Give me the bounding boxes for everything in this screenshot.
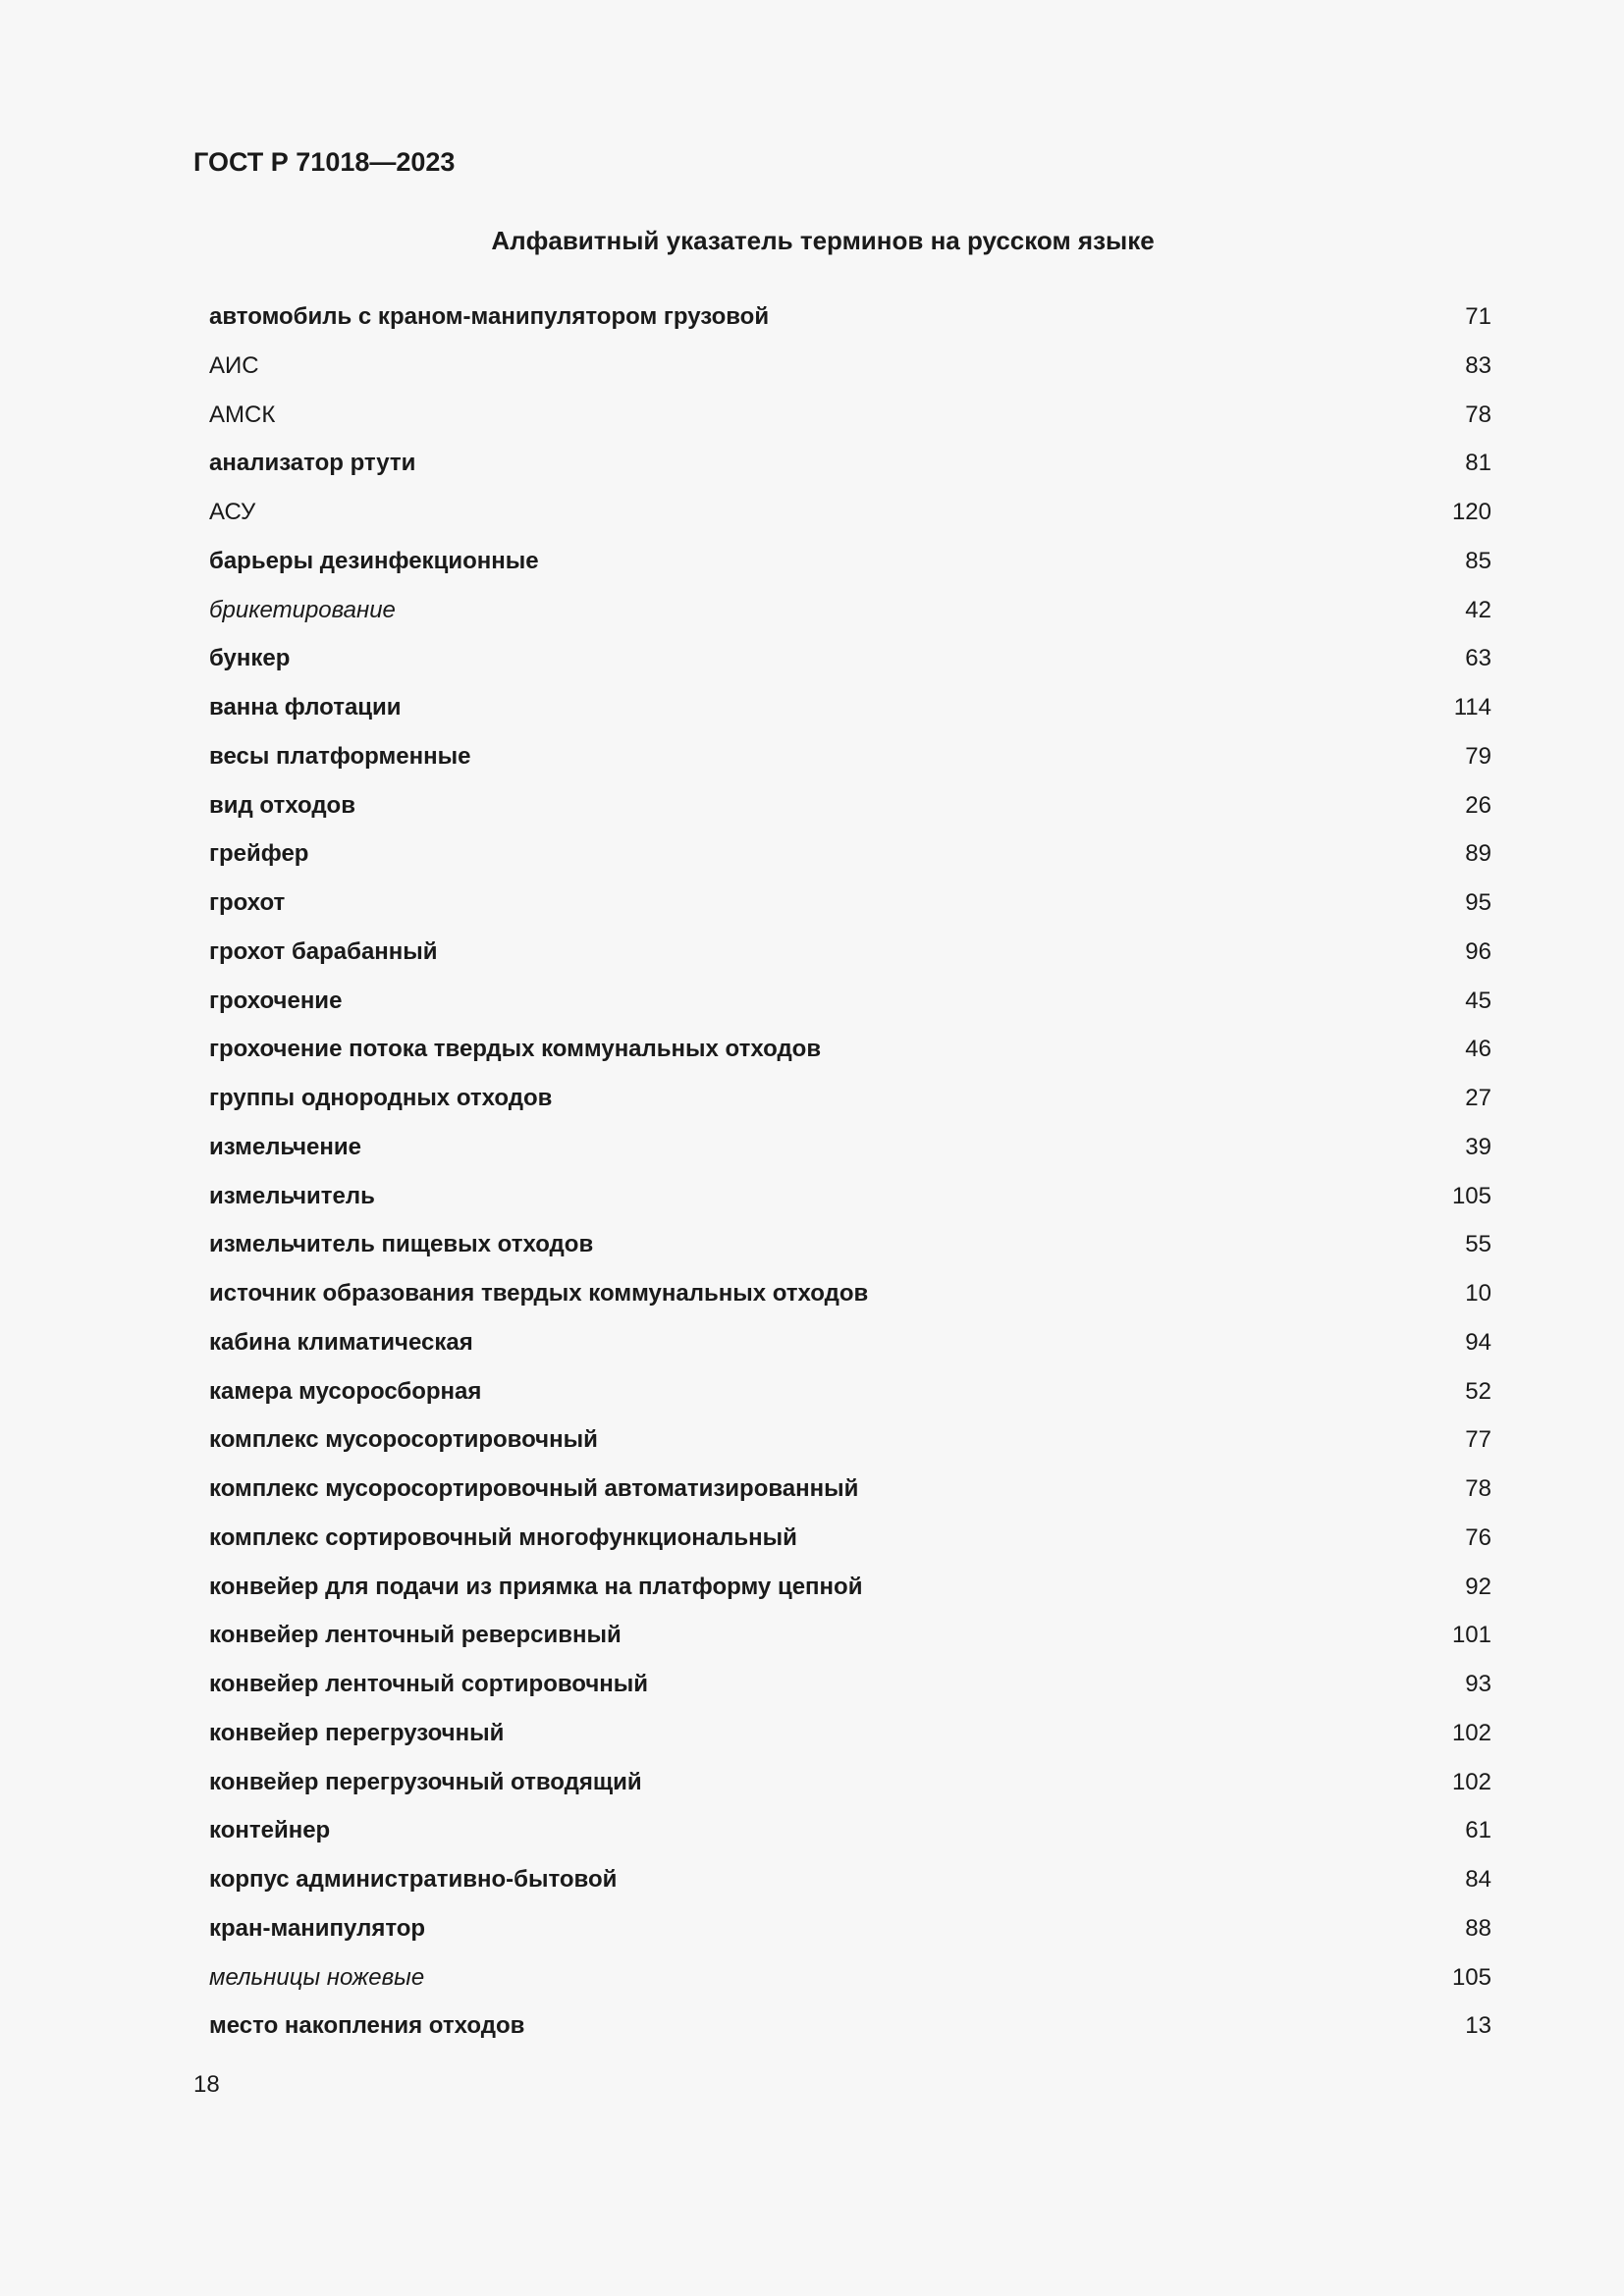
index-page-ref: 101: [1451, 1622, 1491, 1649]
index-page-ref: 39: [1465, 1133, 1491, 1160]
index-page-ref: 96: [1465, 937, 1491, 965]
index-entry: [209, 1128, 1491, 1167]
index-term: весы платформенные: [209, 742, 471, 770]
index-term: анализатор ртути: [209, 450, 416, 477]
index-page-ref: 88: [1465, 1914, 1491, 1942]
index-term: ванна флотации: [209, 694, 402, 721]
index-term: комплекс мусоросортировочный: [209, 1426, 598, 1454]
index-entry: [209, 297, 1491, 337]
index-entry: [209, 1372, 1491, 1412]
index-term: АИС: [209, 351, 259, 379]
index-entry: [209, 1909, 1491, 1949]
index-page-ref: 63: [1465, 645, 1491, 672]
index-page-ref: 95: [1465, 889, 1491, 916]
index-page-ref: 81: [1465, 450, 1491, 477]
index-term: источник образования твердых коммунальных отходов: [209, 1280, 869, 1307]
index-page-ref: 83: [1465, 351, 1491, 379]
index-entry: [209, 1225, 1491, 1264]
index-entry: [209, 1274, 1491, 1313]
index-entry: [209, 1323, 1491, 1362]
index-page-ref: 76: [1465, 1523, 1491, 1551]
index-entry: [209, 786, 1491, 826]
index-term: корпус административно-бытовой: [209, 1866, 618, 1893]
index-entry: [209, 834, 1491, 874]
index-entry: [209, 1958, 1491, 1998]
index-entry: [209, 444, 1491, 483]
index-term: комплекс мусоросортировочный автоматизированный: [209, 1475, 859, 1502]
index-page-ref: 61: [1465, 1817, 1491, 1844]
index-term: измельчитель пищевых отходов: [209, 1231, 594, 1258]
index-page-ref: 105: [1451, 1963, 1491, 1991]
index-page-ref: 84: [1465, 1866, 1491, 1893]
index-entry: [209, 639, 1491, 678]
index-term: грейфер: [209, 840, 309, 868]
index-term: группы однородных отходов: [209, 1085, 553, 1111]
index-entry: [209, 1714, 1491, 1753]
index-term: грохочение потока твердых коммунальных отходов: [209, 1036, 822, 1063]
index-entry: [209, 1079, 1491, 1118]
index-entry: [209, 688, 1491, 727]
index-entry: [209, 2006, 1491, 2046]
index-term: конвейер ленточный сортировочный: [209, 1671, 649, 1697]
index-entry: [209, 1860, 1491, 1899]
index-page-ref: 114: [1453, 694, 1491, 721]
index-entry: [209, 1616, 1491, 1655]
index-term: барьеры дезинфекционные: [209, 547, 539, 574]
index-page-ref: 94: [1465, 1328, 1491, 1356]
index-entry: [209, 982, 1491, 1021]
index-term: бункер: [209, 645, 291, 672]
index-entry: [209, 396, 1491, 435]
index-entry: [209, 1519, 1491, 1558]
index-entry: [209, 1177, 1491, 1216]
index-entry: [209, 1811, 1491, 1850]
index-page-ref: 102: [1451, 1719, 1491, 1746]
index-page-ref: 92: [1465, 1573, 1491, 1600]
index-term: грохочение: [209, 987, 343, 1014]
index-page-ref: 77: [1465, 1426, 1491, 1454]
index-entry: [209, 933, 1491, 972]
index-entry: [209, 1030, 1491, 1069]
index-term: измельчитель: [209, 1182, 375, 1209]
index-entry: [209, 883, 1491, 923]
index-page-ref: 55: [1465, 1231, 1491, 1258]
index-term: кран-манипулятор: [209, 1914, 426, 1942]
index-entry: [209, 1469, 1491, 1509]
index-term: мельницы ножевые: [209, 1963, 425, 1991]
index-page-ref: 27: [1465, 1085, 1491, 1111]
index-page-ref: 45: [1465, 987, 1491, 1014]
page-number: 18: [193, 2071, 220, 2098]
index-page-ref: 102: [1451, 1768, 1491, 1795]
index-term: АСУ: [209, 499, 256, 525]
index-term: вид отходов: [209, 791, 355, 819]
index-entry: [209, 1568, 1491, 1607]
index-entry: [209, 493, 1491, 532]
index-term: АМСК: [209, 400, 276, 428]
index-page-ref: 93: [1465, 1671, 1491, 1697]
index-entry: [209, 737, 1491, 776]
index-term: конвейер перегрузочный: [209, 1719, 505, 1746]
index-term: комплекс сортировочный многофункциональный: [209, 1523, 797, 1551]
index-page-ref: 120: [1451, 499, 1491, 525]
index-entry: [209, 542, 1491, 581]
index-term: автомобиль с краном-манипулятором грузовой: [209, 303, 770, 330]
index-page-ref: 105: [1451, 1182, 1491, 1209]
index-term: конвейер для подачи из приямка на платформу цепной: [209, 1573, 863, 1600]
index-page-ref: 71: [1465, 303, 1491, 330]
index-term: контейнер: [209, 1817, 331, 1844]
index-page-ref: 78: [1465, 1475, 1491, 1502]
index-entry: [209, 1763, 1491, 1802]
index-term: конвейер перегрузочный отводящий: [209, 1768, 642, 1795]
index-page-ref: 78: [1465, 400, 1491, 428]
index-entry: [209, 591, 1491, 630]
index-entry: [209, 1420, 1491, 1460]
index-page-ref: 42: [1465, 596, 1491, 623]
index-page-ref: 89: [1465, 840, 1491, 868]
index-term: измельчение: [209, 1133, 361, 1160]
index-term: камера мусоросборная: [209, 1377, 482, 1405]
index-page-ref: 46: [1465, 1036, 1491, 1063]
index-page-ref: 52: [1465, 1377, 1491, 1405]
index-page-ref: 85: [1465, 547, 1491, 574]
index-page-ref: 10: [1465, 1280, 1491, 1307]
index-term: место накопления отходов: [209, 2012, 525, 2040]
index-entry: [209, 1665, 1491, 1704]
index-term: брикетирование: [209, 596, 396, 623]
index-term: конвейер ленточный реверсивный: [209, 1622, 622, 1649]
index-page-ref: 13: [1465, 2012, 1491, 2040]
index-title: Алфавитный указатель терминов на русском языке: [491, 226, 1155, 255]
index-entry: [209, 347, 1491, 386]
index-page-ref: 26: [1465, 791, 1491, 819]
index-term: кабина климатическая: [209, 1328, 473, 1356]
index-term: грохот: [209, 889, 286, 916]
index-page-ref: 79: [1465, 742, 1491, 770]
document-id-header: ГОСТ Р 71018—2023: [193, 147, 456, 177]
index-term: грохот барабанный: [209, 937, 438, 965]
